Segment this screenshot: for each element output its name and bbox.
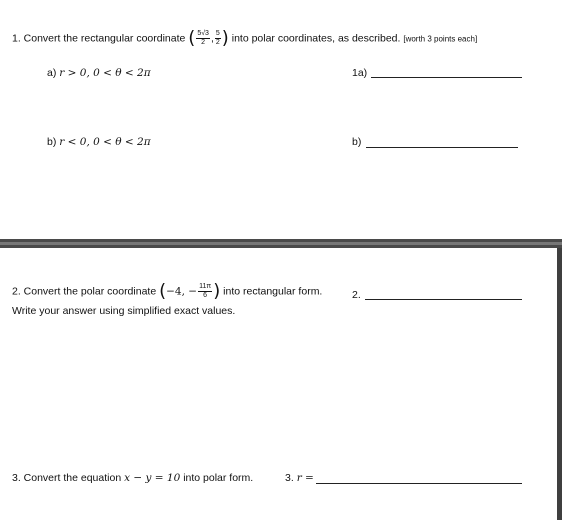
q1-x-den: 2 [201,39,206,46]
q3-prefix: 3. Convert the equation [12,472,122,484]
answer-1a-line[interactable] [371,77,522,78]
q1-part-b-label: b) [47,136,57,148]
q1-y-num: 5 [215,30,220,37]
q1-y-fraction [215,30,221,47]
q3-suffix: into polar form. [183,472,254,484]
question-1-prompt: 1. Convert the rectangular coordinate ( $\frac{5√3}{2}$ , $\frac{5}{2}$ ) into polar coordinates, as described. [worth 3 points each] [12,27,478,49]
close-paren: ) [221,27,229,49]
q3-equation: x − y = 10 [124,472,181,484]
answer-3-math: r = [296,472,314,484]
answer-1a-label: 1a) [352,67,368,79]
q2-instruction: Write your answer using simplified exact values. [12,305,236,317]
q1-part-a [47,67,151,79]
answer-3-label: 3. [285,472,294,484]
q1-x-fraction [196,30,210,47]
q2-suffix: into rectangular form. [223,285,323,298]
open-paren: ( [188,27,196,49]
q2-theta-fraction [198,283,212,300]
open-paren: ( [159,280,167,302]
q2-prefix: 2. Convert the polar coordinate [12,285,157,298]
q1-suffix: into polar coordinates, as described. [231,32,401,45]
answer-1b-line[interactable] [366,147,518,148]
answer-1b-label: b) [352,136,362,148]
answer-2-line[interactable] [365,299,522,300]
q1-part-a-label: a) [47,67,57,79]
q1-part-a-condition: r > 0, 0 < θ < 2π [59,67,151,79]
q2-r-value: −4, − [166,285,198,298]
right-page-edge-top [557,0,562,240]
q1-part-b [47,136,151,148]
q1-x-num: 5√3 [197,30,209,37]
question-3-prompt [12,472,253,484]
q2-theta-num: 11π [199,283,212,290]
answer-3-prefix [285,472,314,484]
answer-3-line[interactable] [316,483,522,484]
close-paren: ) [213,280,221,302]
q1-part-b-condition: r < 0, 0 < θ < 2π [59,136,151,148]
q1-points-note: [worth 3 points each] [403,34,478,44]
q1-y-den: 2 [215,39,220,46]
answer-2-label: 2. [352,289,361,301]
page-divider [0,239,562,248]
question-2-prompt [12,280,323,302]
q2-theta-den: 6 [203,292,208,299]
q1-prefix: 1. Convert the rectangular coordinate [12,32,186,45]
